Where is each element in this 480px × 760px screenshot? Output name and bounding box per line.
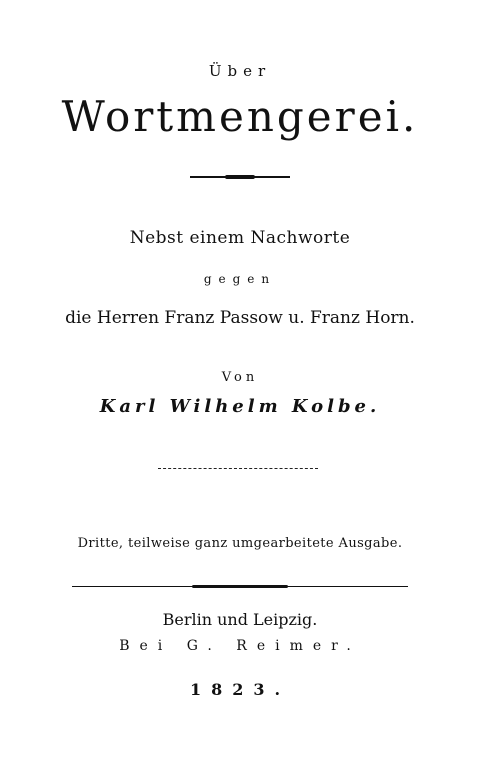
author-name: Karl Wilhelm Kolbe. xyxy=(99,396,381,417)
publisher: Bei G. Reimer. xyxy=(119,638,361,654)
subtitle: Nebst einem Nachworte xyxy=(129,228,351,248)
preposition-over: Über xyxy=(208,62,272,80)
publication-year: 1823. xyxy=(189,680,291,699)
publication-place: Berlin und Leipzig. xyxy=(162,610,318,629)
against-word: gegen xyxy=(203,272,277,286)
opponents-line: die Herren Franz Passow u. Franz Horn. xyxy=(65,308,415,328)
ornamental-rule-bottom xyxy=(72,586,408,587)
edition-note: Dritte, teilweise ganz umgearbeitete Ausgabe. xyxy=(77,536,403,551)
dashed-rule xyxy=(158,468,318,469)
ornamental-rule-top xyxy=(190,176,290,178)
by-word: Von xyxy=(221,370,259,385)
book-title: Wortmengerei. xyxy=(61,92,419,141)
